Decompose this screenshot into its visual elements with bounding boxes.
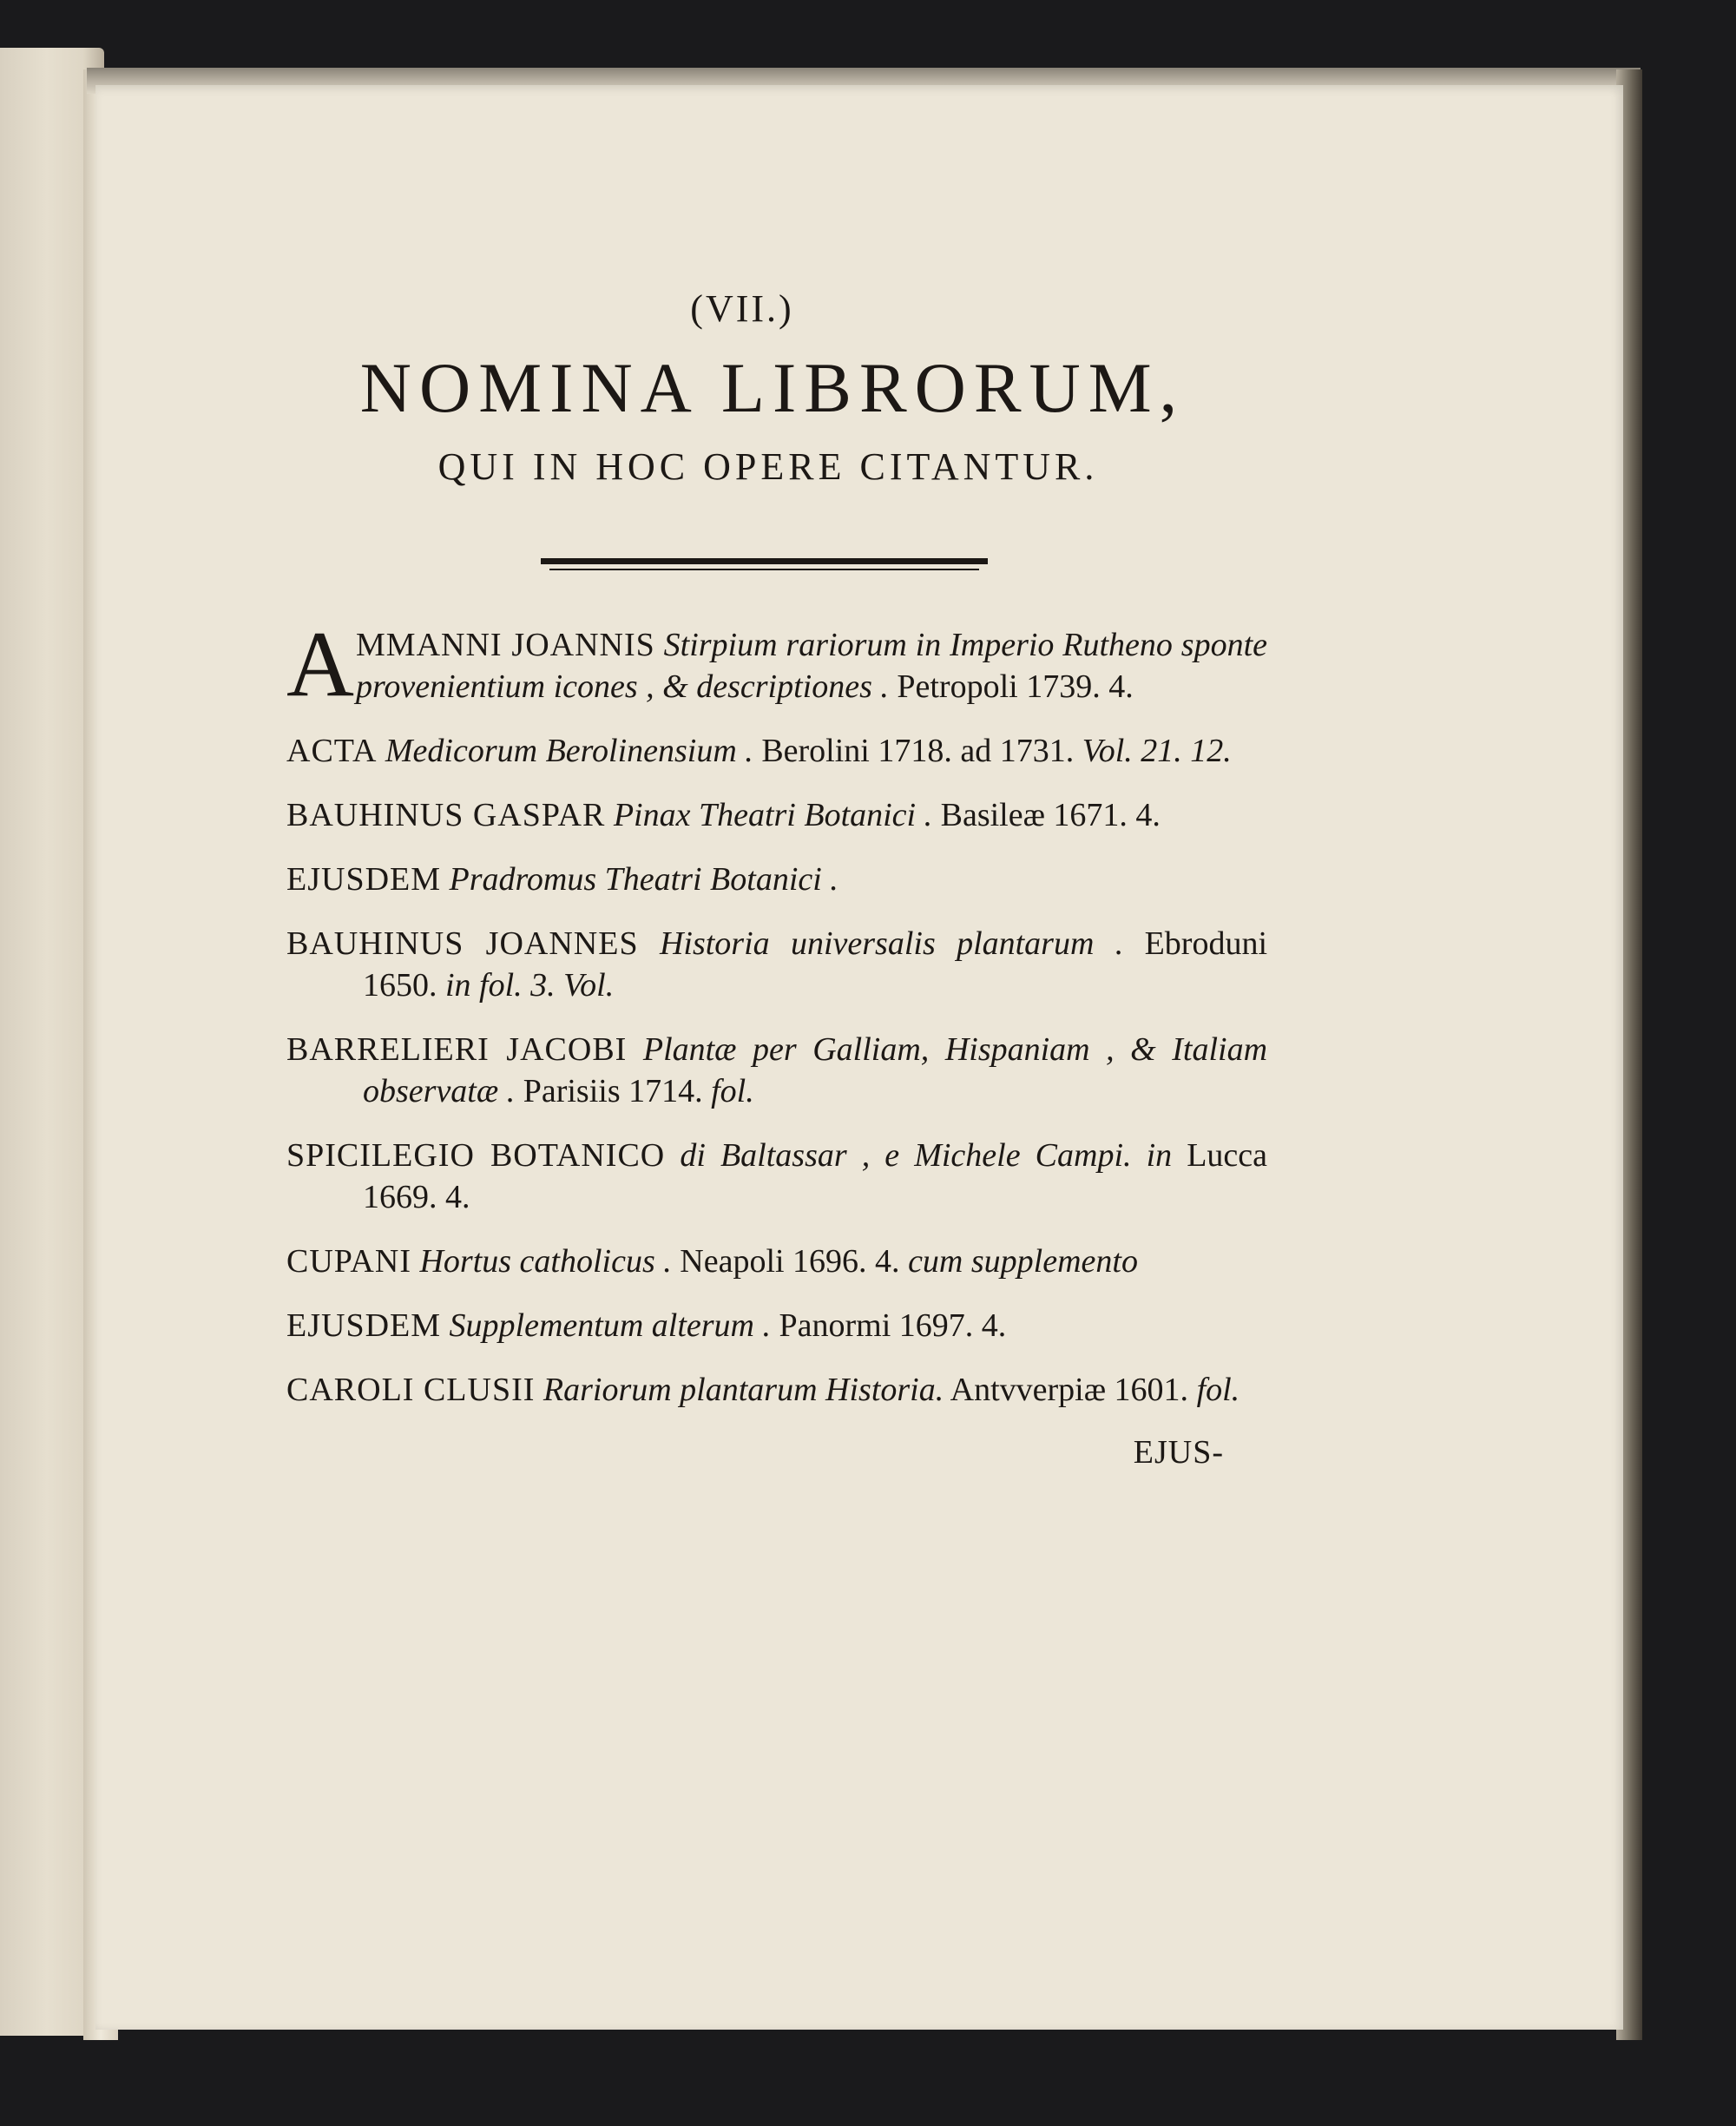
book-list	[286, 613, 1268, 1411]
list-item	[286, 923, 1267, 1006]
list-item	[286, 794, 1267, 836]
entry-imprint: Berolini 1718. ad 1731.	[761, 733, 1075, 769]
entry-imprint: Antvverpiæ 1601.	[950, 1372, 1189, 1408]
rule-thin-line	[549, 569, 979, 570]
entry-author: BARRELIERI JACOBI	[286, 1031, 628, 1068]
entry-author: BAUHINUS GASPAR	[286, 797, 606, 833]
entry-imprint: Petropoli 1739. 4.	[897, 668, 1134, 705]
list-item	[286, 1029, 1267, 1112]
entry-extra: fol.	[711, 1073, 754, 1109]
entry-author: BAUHINUS JOANNES	[286, 925, 639, 962]
list-item	[286, 613, 1268, 716]
entry-imprint: Basileæ 1671. 4.	[940, 797, 1161, 833]
entry-author: CAROLI CLUSII	[286, 1372, 536, 1408]
title-rule	[541, 558, 988, 570]
entry-title: Medicorum Berolinensium .	[385, 733, 753, 769]
entry-imprint: Panormi 1697. 4.	[779, 1307, 1007, 1344]
list-item	[286, 1369, 1267, 1411]
entry-author: CUPANI	[286, 1243, 411, 1280]
rule-thick-line	[541, 558, 988, 564]
page-number: (VII.)	[690, 287, 794, 330]
page-title: NOMINA LIBRORUM,	[359, 348, 1186, 427]
entry-author: ACTA	[286, 733, 378, 769]
entry-author: EJUSDEM	[286, 861, 442, 898]
drop-cap: A	[286, 613, 354, 716]
entry-title: Plantæ per Galliam, Hispaniam , & Italiam observatæ .	[363, 1031, 1268, 1109]
entry-extra: fol.	[1196, 1372, 1240, 1408]
entry-title: di Baltassar , e Michele Campi. in	[680, 1137, 1173, 1174]
list-item	[286, 859, 1267, 900]
entry-imprint: Ebroduni 1650.	[363, 925, 1268, 1004]
entry-title: Pradromus Theatri Botanici .	[449, 861, 838, 898]
entry-title: Hortus catholicus .	[419, 1243, 672, 1280]
page-subtitle: QUI IN HOC OPERE CITANTUR.	[437, 445, 1099, 488]
entry-imprint: Parisiis 1714.	[523, 1073, 703, 1109]
list-item	[286, 1241, 1267, 1282]
entry-imprint: Lucca 1669. 4.	[363, 1137, 1268, 1215]
list-item	[286, 1135, 1267, 1218]
entry-extra: cum supplemento	[908, 1243, 1138, 1280]
entry-title: Pinax Theatri Botanici .	[613, 797, 933, 833]
entry-author: EJUSDEM	[286, 1307, 442, 1344]
entry-title: Stirpium rariorum in Imperio Rutheno sponte provenientium icones , & descriptiones .	[356, 627, 1268, 705]
list-item	[286, 1305, 1267, 1346]
entry-extra: in fol. 3. Vol.	[445, 967, 615, 1004]
entry-title: Supplementum alterum .	[449, 1307, 771, 1344]
entry-title: Rariorum plantarum Historia.	[542, 1372, 944, 1408]
entry-author: SPICILEGIO BOTANICO	[286, 1137, 666, 1174]
entry-imprint: Neapoli 1696. 4.	[680, 1243, 900, 1280]
entry-title: Historia universalis plantarum .	[659, 925, 1124, 962]
entry-author: MMANNI JOANNIS	[356, 627, 655, 663]
catchword: EJUS-	[1133, 1434, 1224, 1471]
list-item	[286, 730, 1267, 772]
entry-extra: Vol. 21. 12.	[1082, 733, 1232, 769]
page-content	[286, 286, 1267, 1471]
